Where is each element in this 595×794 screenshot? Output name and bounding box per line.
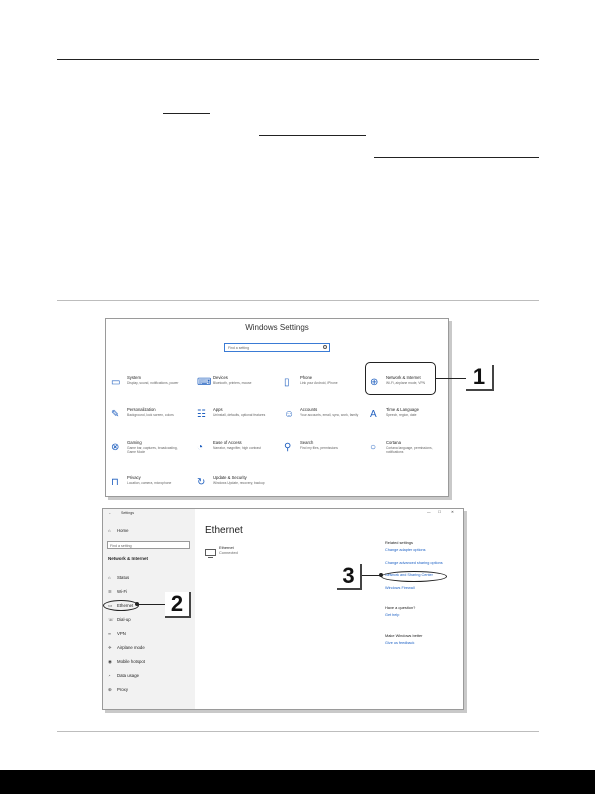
sidebar-item-label: Wi-Fi — [117, 589, 128, 594]
sidebar-item-label: Ethernet — [117, 603, 134, 608]
tile-description: Find my files, permissions — [300, 446, 338, 450]
search-placeholder: Find a setting — [228, 346, 250, 350]
globe-icon: ⊕ — [370, 377, 379, 388]
minimize-button[interactable]: — — [427, 510, 431, 514]
tile-title: Search — [300, 440, 314, 445]
sidebar-item-label: Proxy — [117, 687, 128, 692]
callout-badge-2: 2 — [165, 592, 191, 618]
nav-home-label: Home — [117, 528, 129, 533]
callout-dot-3 — [379, 573, 383, 577]
proxy-icon: ⊕ — [108, 687, 112, 692]
settings-tile[interactable] — [370, 407, 450, 431]
settings-tile[interactable] — [197, 475, 277, 499]
tile-title: Update & Security — [213, 475, 247, 480]
settings-tile[interactable] — [111, 475, 191, 499]
tile-title: Personalization — [127, 407, 156, 412]
tile-title: Privacy — [127, 475, 141, 480]
tile-description: Your accounts, email, sync, work, family — [300, 413, 359, 417]
brush-icon: ✎ — [111, 409, 120, 420]
adapter-status: Connected — [219, 550, 238, 555]
dialup-icon: ☏ — [108, 617, 114, 622]
tile-description: Link your Android, iPhone — [300, 381, 338, 385]
data-usage-icon: ◔ — [108, 673, 111, 678]
settings-tile[interactable] — [111, 375, 191, 399]
tile-title: Accounts — [300, 407, 318, 412]
windows-settings-title: Windows Settings — [245, 323, 309, 332]
sidebar-search-input[interactable] — [107, 541, 190, 549]
section-rule-bottom — [57, 731, 539, 732]
sidebar-item-dial-up[interactable] — [108, 617, 131, 623]
question-title: Have a question? — [385, 605, 416, 610]
apps-icon: ☷ — [197, 409, 206, 420]
tile-description: Game bar, captures, broadcasting, Game Mode — [127, 446, 178, 455]
settings-tile[interactable] — [370, 440, 450, 464]
tile-description: Display, sound, notifications, power — [127, 381, 179, 385]
tile-description: Windows Update, recovery, backup — [213, 481, 265, 485]
tile-title: Time & Language — [386, 407, 419, 412]
sidebar-item-label: Mobile hotspot — [117, 659, 145, 664]
callout-dot-2 — [135, 602, 139, 606]
tile-title: Devices — [213, 375, 228, 380]
tile-description: Wi-Fi, airplane mode, VPN — [386, 381, 426, 385]
ethernet-heading: Ethernet — [205, 525, 243, 536]
link-change-adapter[interactable]: Change adapter options — [385, 548, 426, 552]
sidebar-item-mobile-hotspot[interactable] — [108, 659, 145, 665]
text-underline-3 — [374, 157, 539, 158]
link-advanced-sharing[interactable]: Change advanced sharing options — [385, 561, 443, 565]
tile-description: Uninstall, defaults, optional features — [213, 413, 266, 417]
callout-line-2 — [137, 604, 165, 605]
hotspot-icon: ◉ — [108, 659, 112, 664]
settings-tile[interactable] — [197, 440, 277, 464]
airplane-icon: ✈ — [108, 645, 112, 650]
tile-description: Cortana language, permissions, notifications — [386, 446, 433, 455]
sidebar-section-title: Network & Internet — [108, 556, 149, 561]
clock-language-icon: A — [370, 409, 377, 420]
tile-description: Location, camera, microphone — [127, 481, 172, 485]
laptop-icon: ▭ — [111, 377, 121, 388]
windows-settings-window — [105, 318, 449, 497]
text-underline-2 — [259, 135, 366, 136]
tile-description: Background, lock screen, colors — [127, 413, 174, 417]
network-highlight-box — [365, 362, 436, 395]
ethernet-adapter[interactable] — [205, 545, 238, 563]
ethernet-settings-window — [102, 508, 464, 710]
text-underline-1 — [163, 113, 210, 114]
sidebar-item-vpn[interactable] — [108, 631, 126, 636]
tile-title: Apps — [213, 407, 223, 412]
sidebar-item-label: Airplane mode — [117, 645, 145, 650]
better-title: Make Windows better — [385, 633, 423, 638]
callout-badge-1: 1 — [466, 365, 494, 391]
lock-icon: ⊓ — [111, 477, 119, 488]
maximize-button[interactable]: ☐ — [438, 510, 442, 514]
link-network-sharing-center[interactable]: Network and Sharing Center — [385, 573, 433, 577]
sidebar-item-label: Dial-up — [117, 617, 131, 622]
settings-tile[interactable] — [284, 440, 364, 464]
tile-title: Phone — [300, 375, 313, 380]
wifi-icon: ≋ — [108, 589, 112, 594]
vpn-icon: ∞ — [108, 631, 112, 636]
tile-title: Ease of Access — [213, 440, 242, 445]
tile-description: Narrator, magnifier, high contrast — [213, 446, 261, 450]
callout-badge-3: 3 — [337, 564, 362, 590]
sidebar-item-label: Data usage — [117, 673, 139, 678]
tile-title: Network & Internet — [386, 375, 421, 380]
settings-tile[interactable] — [111, 440, 191, 464]
sidebar-item-label: Status — [117, 575, 130, 580]
link-get-help[interactable]: Get help — [385, 613, 400, 617]
sidebar-item-airplane-mode[interactable] — [108, 645, 145, 651]
sidebar-search-placeholder: Find a setting — [110, 544, 132, 548]
sidebar-item-status[interactable] — [108, 575, 129, 580]
top-rule — [57, 59, 539, 60]
cortana-icon: ○ — [370, 442, 377, 453]
keyboard-icon: ⌨ — [197, 377, 212, 388]
bottom-bar — [0, 770, 595, 794]
settings-tile[interactable] — [197, 407, 277, 431]
tile-title: System — [127, 375, 141, 380]
monitor-icon — [205, 549, 216, 558]
tile-title: Cortana — [386, 440, 401, 445]
sidebar-item-wi-fi[interactable] — [108, 589, 127, 595]
phone-icon: ▯ — [284, 377, 290, 388]
adapter-name: Ethernet — [219, 545, 234, 550]
link-windows-firewall[interactable]: Windows Firewall — [385, 586, 415, 590]
settings-tile[interactable] — [284, 407, 364, 431]
sharing-center-highlight-oval — [381, 571, 447, 582]
title-bar — [103, 509, 463, 518]
settings-tile[interactable] — [197, 375, 277, 399]
link-feedback[interactable]: Give us feedback — [385, 641, 415, 645]
settings-tile[interactable] — [284, 375, 364, 399]
sidebar-item-proxy[interactable] — [108, 687, 128, 693]
refresh-icon: ↻ — [197, 477, 206, 488]
callout-line-1 — [436, 378, 466, 379]
sidebar-item-label: VPN — [117, 631, 126, 636]
section-rule-top — [57, 300, 539, 301]
related-settings-title: Related settings — [385, 540, 413, 545]
search-icon — [323, 345, 327, 349]
xbox-icon: ⊗ — [111, 442, 120, 453]
back-arrow-icon[interactable]: ← — [108, 511, 112, 515]
settings-search-input[interactable] — [224, 343, 330, 352]
tile-description: Bluetooth, printers, mouse — [213, 381, 252, 385]
ethernet-icon: ▭ — [108, 603, 113, 608]
search-icon: ⚲ — [284, 442, 292, 453]
status-icon: ⌂ — [108, 575, 111, 580]
window-title: Settings — [121, 511, 134, 515]
ease-of-access-icon: ◔ — [197, 442, 204, 453]
sidebar-item-data-usage[interactable] — [108, 673, 139, 678]
ethernet-highlight-oval — [103, 600, 139, 611]
tile-title: Gaming — [127, 440, 142, 445]
home-icon: ⌂ — [108, 528, 111, 533]
settings-tile[interactable] — [111, 407, 191, 431]
close-button[interactable]: ✕ — [451, 510, 455, 514]
person-icon: ☺ — [284, 409, 295, 420]
tile-description: Speech, region, date — [386, 413, 417, 417]
nav-home[interactable] — [108, 528, 128, 533]
